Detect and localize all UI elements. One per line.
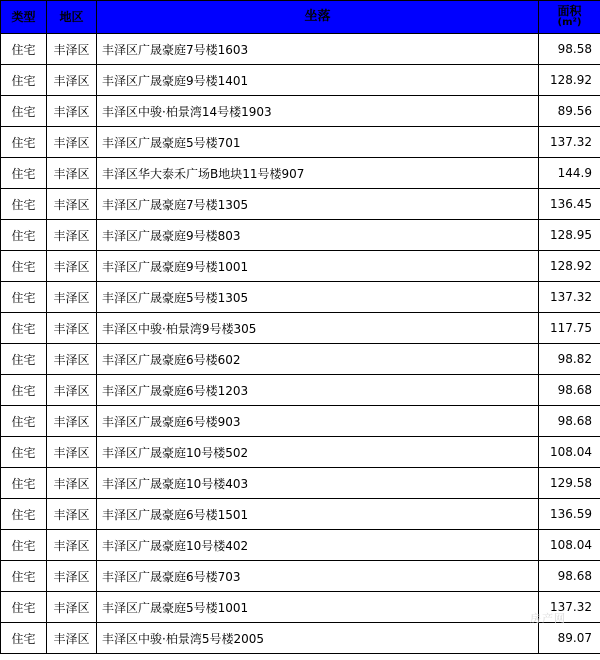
cell-type: 住宅 (1, 406, 47, 437)
table-body (1, 34, 600, 654)
cell-location: 丰泽区广晟豪庭7号楼1603 (97, 34, 539, 65)
cell-area: 丰泽区 (47, 251, 97, 282)
table-row[interactable] (1, 437, 600, 468)
cell-area: 丰泽区 (47, 313, 97, 344)
cell-type: 住宅 (1, 344, 47, 375)
table-row[interactable] (1, 220, 600, 251)
cell-area: 丰泽区 (47, 220, 97, 251)
cell-type: 住宅 (1, 313, 47, 344)
cell-size: 98.68 (539, 561, 600, 592)
table-row[interactable] (1, 65, 600, 96)
cell-area: 丰泽区 (47, 499, 97, 530)
cell-size: 128.95 (539, 220, 600, 251)
cell-size: 144.9 (539, 158, 600, 189)
cell-location: 丰泽区广晟豪庭9号楼803 (97, 220, 539, 251)
cell-area: 丰泽区 (47, 468, 97, 499)
cell-area: 丰泽区 (47, 561, 97, 592)
cell-type: 住宅 (1, 220, 47, 251)
cell-type: 住宅 (1, 34, 47, 65)
cell-size: 89.07 (539, 623, 600, 654)
cell-location: 丰泽区广晟豪庭10号楼502 (97, 437, 539, 468)
column-header-location: 坐落 (97, 1, 539, 34)
cell-location: 丰泽区广晟豪庭6号楼903 (97, 406, 539, 437)
table-row[interactable] (1, 127, 600, 158)
header-row (1, 1, 600, 34)
cell-area: 丰泽区 (47, 530, 97, 561)
cell-location: 丰泽区广晟豪庭10号楼402 (97, 530, 539, 561)
cell-size: 137.32 (539, 282, 600, 313)
column-header-area: 地区 (47, 1, 97, 34)
cell-location: 丰泽区中骏·柏景湾5号楼2005 (97, 623, 539, 654)
cell-location: 丰泽区广晟豪庭6号楼703 (97, 561, 539, 592)
cell-type: 住宅 (1, 282, 47, 313)
table-row[interactable] (1, 530, 600, 561)
cell-size: 98.68 (539, 406, 600, 437)
table-row[interactable] (1, 344, 600, 375)
table-row[interactable] (1, 499, 600, 530)
table-row[interactable] (1, 375, 600, 406)
cell-area: 丰泽区 (47, 65, 97, 96)
cell-location: 丰泽区广晟豪庭5号楼1305 (97, 282, 539, 313)
cell-location: 丰泽区广晟豪庭5号楼701 (97, 127, 539, 158)
cell-area: 丰泽区 (47, 34, 97, 65)
cell-area: 丰泽区 (47, 375, 97, 406)
cell-location: 丰泽区广晟豪庭6号楼1203 (97, 375, 539, 406)
cell-type: 住宅 (1, 158, 47, 189)
cell-location: 丰泽区广晟豪庭9号楼1001 (97, 251, 539, 282)
column-header-size-label: 面积 (557, 4, 582, 19)
cell-type: 住宅 (1, 375, 47, 406)
table-row[interactable] (1, 406, 600, 437)
cell-type: 住宅 (1, 592, 47, 623)
cell-size: 108.04 (539, 437, 600, 468)
cell-area: 丰泽区 (47, 437, 97, 468)
table-row[interactable] (1, 282, 600, 313)
cell-type: 住宅 (1, 468, 47, 499)
cell-location: 丰泽区广晟豪庭6号楼602 (97, 344, 539, 375)
cell-location: 丰泽区广晟豪庭6号楼1501 (97, 499, 539, 530)
cell-size: 136.59 (539, 499, 600, 530)
table-row[interactable] (1, 158, 600, 189)
table-row[interactable] (1, 468, 600, 499)
cell-type: 住宅 (1, 623, 47, 654)
cell-size: 89.56 (539, 96, 600, 127)
cell-location: 丰泽区中骏·柏景湾14号楼1903 (97, 96, 539, 127)
cell-type: 住宅 (1, 530, 47, 561)
cell-type: 住宅 (1, 561, 47, 592)
cell-area: 丰泽区 (47, 344, 97, 375)
cell-area: 丰泽区 (47, 282, 97, 313)
cell-type: 住宅 (1, 499, 47, 530)
column-header-size-unit: (m²) (557, 17, 582, 29)
cell-area: 丰泽区 (47, 189, 97, 220)
cell-size: 137.32 (539, 592, 600, 623)
table-row[interactable] (1, 96, 600, 127)
cell-size: 129.58 (539, 468, 600, 499)
cell-size: 137.32 (539, 127, 600, 158)
cell-type: 住宅 (1, 65, 47, 96)
cell-size: 128.92 (539, 65, 600, 96)
table-row[interactable] (1, 34, 600, 65)
cell-area: 丰泽区 (47, 158, 97, 189)
cell-type: 住宅 (1, 189, 47, 220)
cell-area: 丰泽区 (47, 623, 97, 654)
cell-size: 98.68 (539, 375, 600, 406)
cell-area: 丰泽区 (47, 406, 97, 437)
table-row[interactable] (1, 189, 600, 220)
cell-type: 住宅 (1, 251, 47, 282)
cell-location: 丰泽区广晟豪庭10号楼403 (97, 468, 539, 499)
cell-size: 98.82 (539, 344, 600, 375)
table-row[interactable] (1, 592, 600, 623)
table-row[interactable] (1, 561, 600, 592)
cell-location: 丰泽区广晟豪庭5号楼1001 (97, 592, 539, 623)
cell-location: 丰泽区华大泰禾广场B地块11号楼907 (97, 158, 539, 189)
cell-type: 住宅 (1, 127, 47, 158)
cell-type: 住宅 (1, 96, 47, 127)
column-header-type: 类型 (1, 1, 47, 34)
cell-location: 丰泽区广晟豪庭9号楼1401 (97, 65, 539, 96)
cell-area: 丰泽区 (47, 592, 97, 623)
cell-size: 117.75 (539, 313, 600, 344)
cell-location: 丰泽区广晟豪庭7号楼1305 (97, 189, 539, 220)
table-row[interactable] (1, 251, 600, 282)
table-row[interactable] (1, 313, 600, 344)
cell-area: 丰泽区 (47, 127, 97, 158)
cell-size: 108.04 (539, 530, 600, 561)
cell-location: 丰泽区中骏·柏景湾9号楼305 (97, 313, 539, 344)
cell-type: 住宅 (1, 437, 47, 468)
cell-size: 136.45 (539, 189, 600, 220)
watermark-text: 房产网 (530, 612, 566, 625)
cell-area: 丰泽区 (47, 96, 97, 127)
table-row[interactable] (1, 623, 600, 654)
column-header-size (539, 1, 600, 34)
cell-size: 98.58 (539, 34, 600, 65)
table-header (1, 1, 600, 34)
cell-size: 128.92 (539, 251, 600, 282)
